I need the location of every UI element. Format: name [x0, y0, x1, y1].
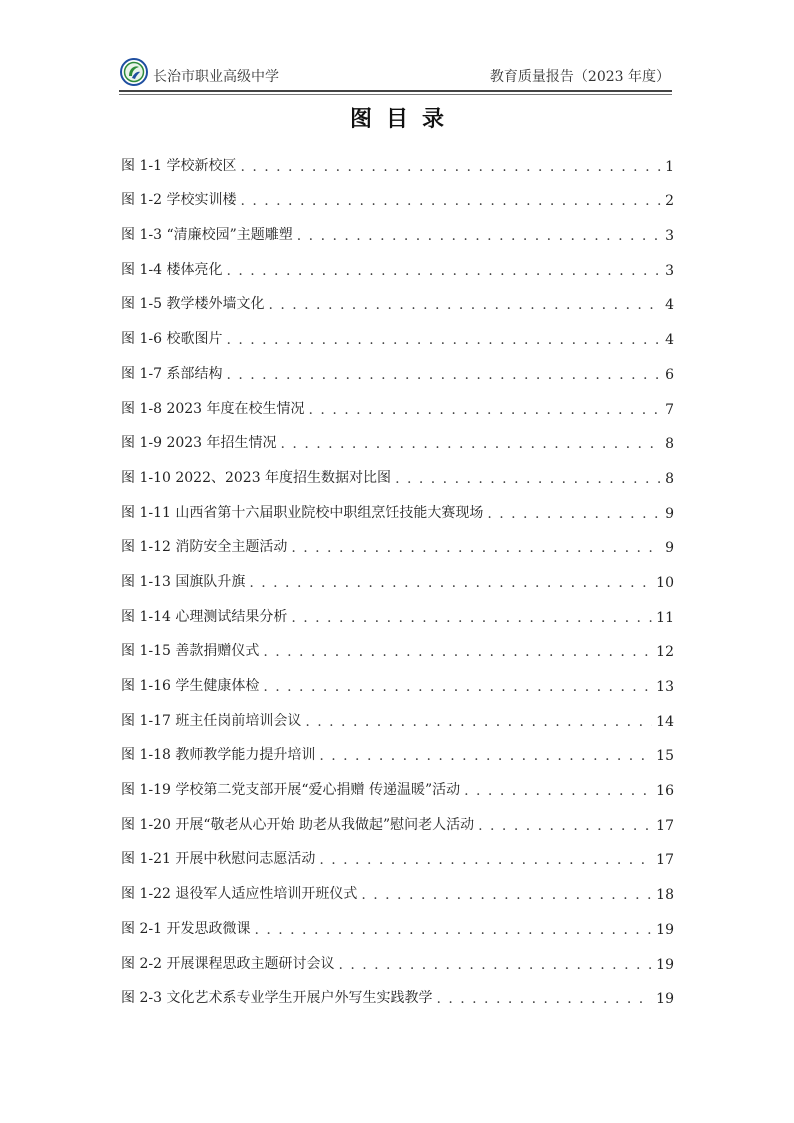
toc-entry[interactable] [121, 834, 674, 869]
toc-entry-label: 图 1-19 学校第二党支部开展“爱心捐赠 传递温暖”活动 [121, 782, 461, 799]
toc-entry[interactable] [121, 868, 674, 903]
toc-entry[interactable] [121, 348, 674, 383]
toc-entry[interactable] [121, 383, 674, 418]
toc-leader-dots [226, 367, 661, 383]
toc-entry[interactable] [121, 140, 674, 175]
toc-entry-page: 14 [656, 713, 674, 730]
school-name: 长治市职业高级中学 [153, 69, 279, 85]
toc-entry-page: 19 [656, 991, 674, 1008]
toc-entry[interactable] [121, 660, 674, 695]
toc-leader-dots [309, 402, 662, 418]
page-title: 图目录 [349, 106, 458, 132]
toc-entry[interactable] [121, 695, 674, 730]
toc-leader-dots [464, 783, 652, 799]
toc-entry[interactable] [121, 522, 674, 557]
toc-entry-label: 图 1-18 教师教学能力提升培训 [121, 747, 316, 764]
toc-entry-label: 图 1-6 校歌图片 [121, 331, 223, 348]
toc-entry-page: 3 [665, 228, 674, 245]
toc-entry-label: 图 2-2 开展课程思政主题研讨会议 [121, 955, 335, 972]
toc-entry-page: 2 [665, 193, 674, 210]
toc-entry[interactable] [121, 626, 674, 661]
toc-entry[interactable] [121, 175, 674, 210]
toc-entry-page: 19 [656, 956, 674, 973]
toc-entry-page: 16 [656, 783, 674, 800]
toc-entry-label: 图 1-10 2022、2023 年度招生数据对比图 [121, 469, 392, 486]
toc-leader-dots [297, 228, 661, 244]
toc-leader-dots [478, 818, 652, 834]
toc-entry-label: 图 1-15 善款捐赠仪式 [121, 643, 260, 660]
toc-entry-page: 4 [665, 297, 674, 314]
toc-leader-dots [263, 679, 652, 695]
toc-leader-dots [281, 436, 662, 452]
toc-entry-page: 9 [665, 505, 674, 522]
toc-entry-page: 19 [656, 921, 674, 938]
toc-entry[interactable] [121, 209, 674, 244]
toc-leader-dots [305, 714, 652, 730]
toc-entry-label: 图 1-12 消防安全主题活动 [121, 539, 288, 556]
page-header [119, 54, 672, 90]
toc-leader-dots [240, 159, 661, 175]
toc-entry[interactable] [121, 973, 674, 1008]
toc-leader-dots [291, 610, 652, 626]
toc-entry[interactable] [121, 313, 674, 348]
report-title: 教育质量报告（2023 年度） [489, 69, 670, 85]
header-rule-thin [119, 94, 672, 95]
toc-entry-label: 图 1-16 学生健康体检 [121, 678, 260, 694]
toc-entry[interactable] [121, 487, 674, 522]
toc-entry-page: 10 [656, 574, 674, 591]
toc-entry-label: 图 1-14 心理测试结果分析 [121, 608, 288, 625]
toc-entry[interactable] [121, 938, 674, 973]
toc-entry-page: 13 [656, 679, 674, 695]
toc-entry[interactable] [121, 591, 674, 626]
toc-leader-dots [254, 922, 652, 938]
toc-entry[interactable] [121, 903, 674, 938]
toc-entry-page: 4 [665, 332, 674, 349]
toc-entry-label: 图 1-8 2023 年度在校生情况 [121, 400, 305, 417]
toc-leader-dots [226, 263, 661, 279]
toc-leader-dots [338, 957, 652, 973]
toc-entry-label: 图 1-2 学校实训楼 [121, 192, 237, 209]
toc-entry-label: 图 1-17 班主任岗前培训会议 [121, 712, 302, 729]
toc-entry-label: 图 1-13 国旗队升旗 [121, 573, 246, 590]
toc-leader-dots [249, 575, 652, 591]
toc-entry-label: 图 1-21 开展中秋慰问志愿活动 [121, 851, 316, 868]
toc-entry-label: 图 1-5 教学楼外墙文化 [121, 296, 265, 313]
toc-entry[interactable] [121, 244, 674, 279]
toc-entry-label: 图 1-11 山西省第十六届职业院校中职组烹饪技能大赛现场 [121, 504, 484, 521]
toc-entry[interactable] [121, 730, 674, 765]
toc-entry[interactable] [121, 452, 674, 487]
toc-leader-dots [395, 471, 661, 487]
toc-entry-label: 图 2-3 文化艺术系专业学生开展户外写生实践教学 [121, 990, 433, 1007]
toc-leader-dots [291, 540, 661, 556]
toc-entry-label: 图 1-9 2023 年招生情况 [121, 435, 277, 452]
toc-entry-page: 8 [665, 470, 674, 487]
toc-entry-page: 11 [656, 609, 674, 626]
figure-list [121, 140, 674, 1007]
toc-entry-page: 18 [656, 887, 674, 904]
toc-entry[interactable] [121, 418, 674, 453]
school-logo-icon [120, 58, 148, 86]
toc-entry-page: 12 [656, 644, 674, 661]
toc-entry[interactable] [121, 556, 674, 591]
toc-entry-label: 图 1-20 开展“敬老从心开始 助老从我做起”慰问老人活动 [121, 816, 475, 833]
toc-entry-page: 9 [665, 540, 674, 557]
toc-entry-label: 图 1-1 学校新校区 [121, 157, 237, 174]
toc-entry-page: 7 [665, 401, 674, 418]
toc-entry-page: 15 [656, 748, 674, 765]
toc-leader-dots [487, 506, 661, 522]
toc-leader-dots [268, 297, 661, 313]
toc-leader-dots [319, 748, 652, 764]
toc-leader-dots [361, 887, 652, 903]
toc-entry-label: 图 1-7 系部结构 [121, 365, 223, 382]
toc-entry-page: 17 [656, 817, 674, 834]
toc-entry-page: 1 [665, 158, 674, 175]
toc-entry[interactable] [121, 279, 674, 314]
toc-entry-page: 6 [665, 366, 674, 383]
toc-entry-label: 图 1-22 退役军人适应性培训开班仪式 [121, 886, 358, 903]
toc-leader-dots [226, 332, 661, 348]
toc-entry-page: 3 [665, 262, 674, 279]
toc-leader-dots [263, 644, 652, 660]
toc-leader-dots [436, 991, 652, 1007]
toc-leader-dots [240, 193, 661, 209]
toc-entry[interactable] [121, 764, 674, 799]
toc-entry-page: 8 [665, 436, 674, 453]
toc-entry[interactable] [121, 799, 674, 834]
header-rule-thick [119, 90, 672, 92]
toc-leader-dots [319, 852, 652, 868]
toc-entry-label: 图 1-4 楼体亮化 [121, 261, 223, 278]
toc-entry-label: 图 1-3 “清廉校园”主题雕塑 [121, 227, 293, 244]
toc-entry-label: 图 2-1 开发思政微课 [121, 920, 251, 937]
toc-entry-page: 17 [656, 852, 674, 869]
